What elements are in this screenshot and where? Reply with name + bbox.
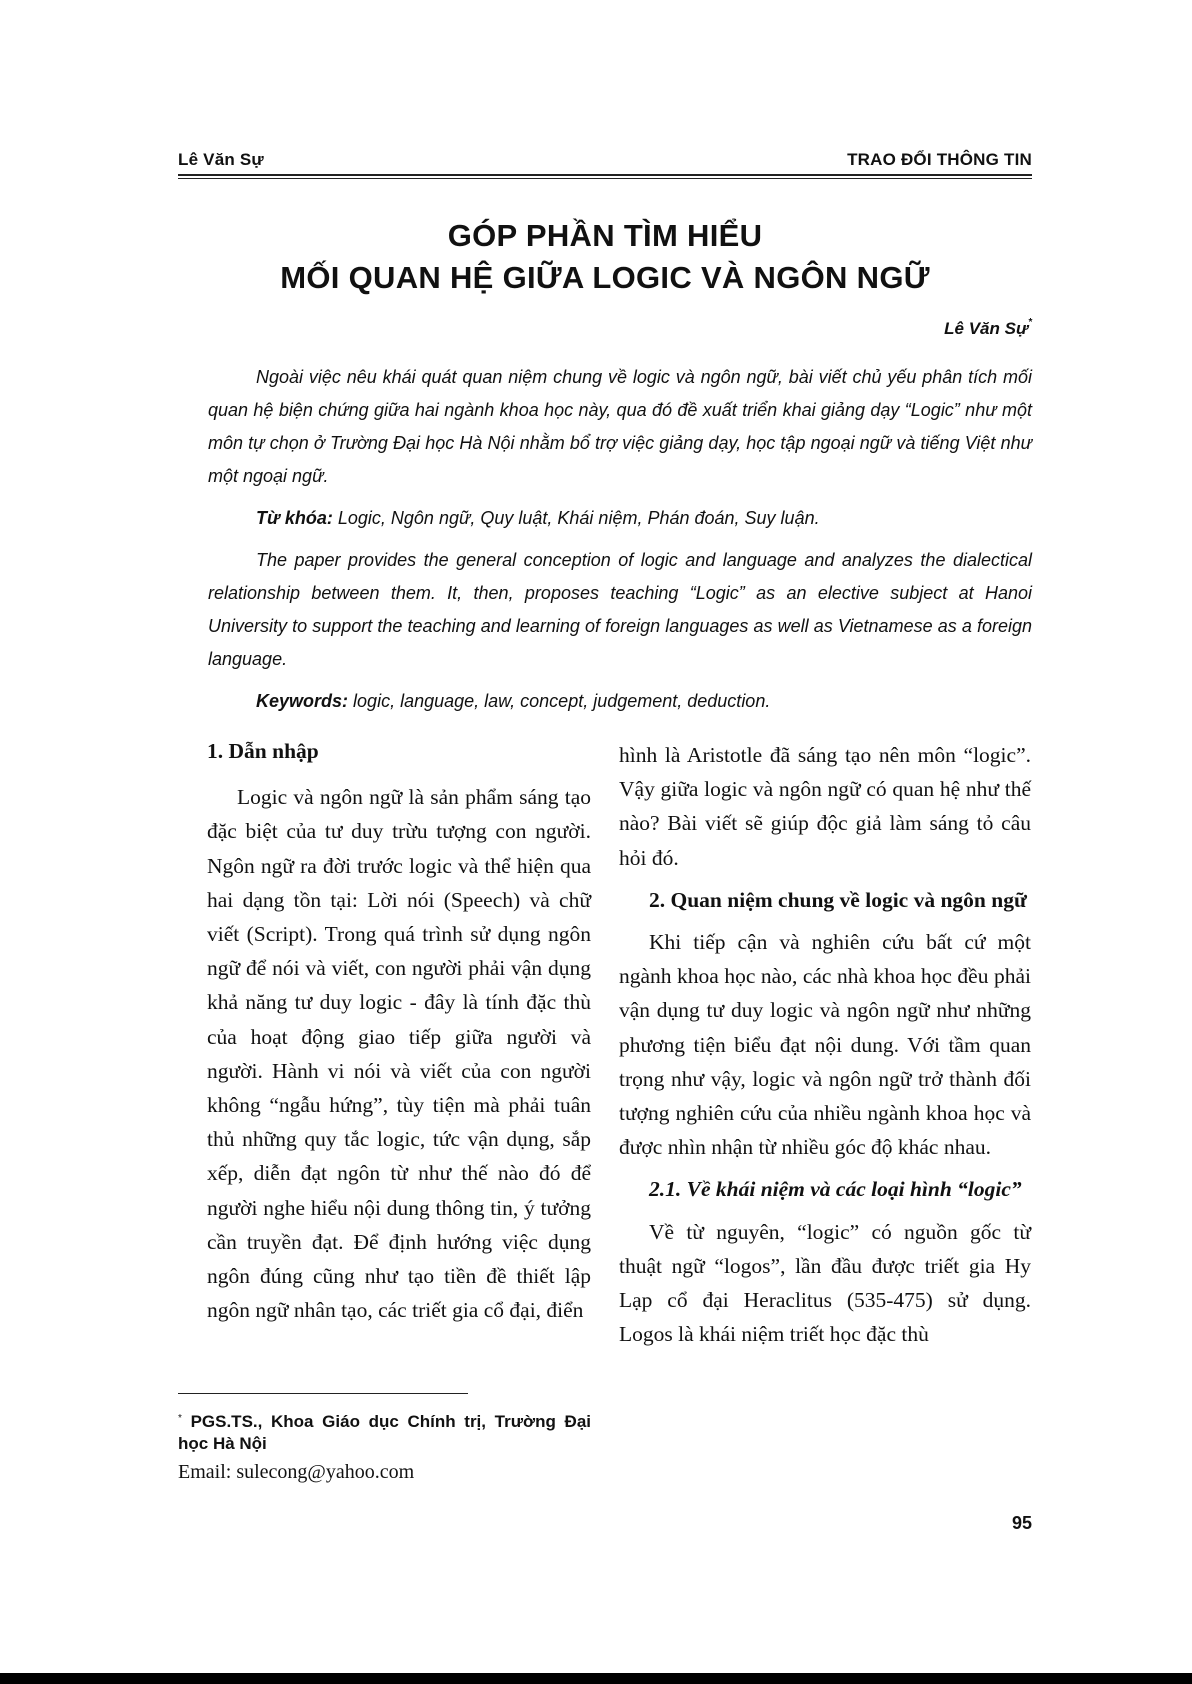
title-line-1: GÓP PHẦN TÌM HIỂU — [447, 218, 763, 253]
section-2-paragraph: Khi tiếp cận và nghiên cứu bất cứ một ngành khoa học nào, các nhà khoa học đều phải vận dụng tư duy logic và ngôn ngữ như những phương tiện biểu đạt nội dung. Với tầm quan trọng như vậy, logic và ngôn ngữ trở thành đối tượng nghiên cứu của nhiều ngành khoa học và được nhìn nhận từ nhiều góc độ khác nhau. — [619, 930, 1031, 1160]
keywords-vietnamese — [208, 502, 1032, 535]
keywords-english — [208, 685, 1032, 718]
section-2-heading: 2. Quan niệm chung về logic và ngôn ngữ — [649, 887, 1027, 912]
footnote-email: Email: sulecong@yahoo.com — [178, 1461, 415, 1483]
body-column-right — [619, 738, 1031, 1351]
footnote-affiliation-text: PGS.TS., Khoa Giáo dục Chính trị, Trường Đại học Hà Nội — [178, 1412, 591, 1453]
article-title — [178, 215, 1032, 299]
running-header — [178, 150, 1032, 170]
abstract — [208, 361, 1032, 718]
byline — [944, 317, 1032, 339]
keywords-vi-text: Logic, Ngôn ngữ, Quy luật, Khái niệm, Phán đoán, Suy luận. — [337, 508, 820, 528]
byline-author: Lê Văn Sự — [944, 319, 1029, 338]
section-1-paragraph: Logic và ngôn ngữ là sản phẩm sáng tạo đặc biệt của tư duy trừu tượng con người. Ngôn ngữ ra đời trước logic và thể hiện qua hai dạng tồn tại: Lời nói (Speech) và chữ viết (Script). Trong quá trình sử dụng ngôn ngữ để nói và viết, con người phải vận dụng khả năng tư duy logic - đây là tính đặc thù của hoạt động giao tiếp giữa người và người. Hành vi nói và viết của con người không “ngẫu hứng”, tùy tiện mà phải tuân thủ những quy tắc logic, tức vận dụng, sắp xếp, diễn đạt ngôn từ như thế nào đó để người nghe hiểu nội dung thông tin, ý tưởng cần truyền đạt. Để định hướng việc dụng ngôn đúng cũng như tạo tiền đề thiết lập ngôn ngữ nhân tạo, các triết gia cổ đại, điển — [207, 785, 591, 1323]
abstract-english: The paper provides the general conception of logic and language and analyzes the dialectical relationship between them. It, then, proposes teaching “Logic” as an elective subject at Hanoi University to support the teaching and learning of foreign languages as well as Vietnamese as a foreign language. — [208, 550, 1032, 669]
keywords-en-text: logic, language, law, concept, judgement, deduction. — [353, 691, 771, 711]
scan-bottom-edge — [0, 1673, 1192, 1684]
header-author: Lê Văn Sự — [178, 150, 264, 169]
footnote-mark: * — [178, 1413, 182, 1424]
footnote — [178, 1408, 591, 1487]
section-1-paragraph-continued: hình là Aristotle đã sáng tạo nên môn “logic”. Vậy giữa logic và ngôn ngữ có quan hệ như thế nào? Bài viết sẽ giúp độc giả làm sáng tỏ câu hỏi đó. — [619, 743, 1031, 870]
keywords-vi-label: Từ khóa: — [256, 508, 333, 528]
body-column-left — [207, 734, 591, 1327]
abstract-vietnamese: Ngoài việc nêu khái quát quan niệm chung về logic và ngôn ngữ, bài viết chủ yếu phân tích mối quan hệ biện chứng giữa hai ngành khoa học này, qua đó đề xuất triển khai giảng dạy “Logic” như một môn tự chọn ở Trường Đại học Hà Nội nhằm bổ trợ việc giảng dạy, học tập ngoại ngữ và tiếng Việt như một ngoại ngữ. — [208, 367, 1032, 486]
keywords-en-label: Keywords: — [256, 691, 349, 711]
byline-footnote-mark: * — [1028, 317, 1032, 328]
title-line-2: MỐI QUAN HỆ GIỮA LOGIC VÀ NGÔN NGỮ — [280, 260, 930, 295]
page-number: 95 — [1011, 1513, 1032, 1533]
footnote-affiliation — [178, 1408, 591, 1455]
header-section: TRAO ĐỔI THÔNG TIN — [847, 150, 1032, 169]
section-1-heading: 1. Dẫn nhập — [207, 739, 319, 763]
section-2-1-paragraph: Về từ nguyên, “logic” có nguồn gốc từ thuật ngữ “logos”, lần đầu được triết gia Hy Lạp cổ đại Heraclitus (535-475) sử dụng. Logos là khái niệm triết học đặc thù — [619, 1219, 1031, 1347]
footnote-rule — [178, 1393, 468, 1394]
header-rule — [178, 174, 1032, 179]
section-2-1-heading: 2.1. Về khái niệm và các loại hình “logic” — [649, 1177, 1022, 1202]
